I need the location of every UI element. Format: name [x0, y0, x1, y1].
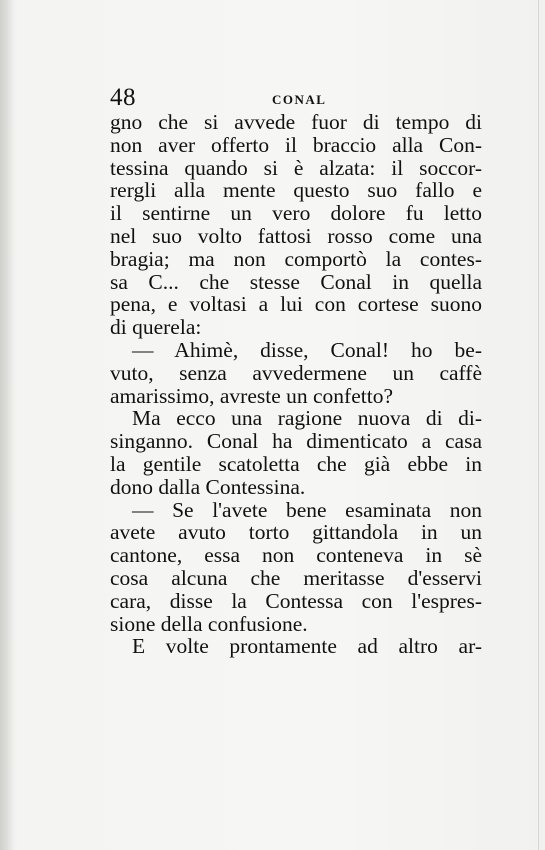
body-text: [110, 111, 482, 658]
text-line: avete avuto torto gittandola in un: [110, 520, 482, 545]
text-line: — Ahimè, disse, Conal! ho be-: [132, 337, 482, 362]
text-line: bragia; ma non comportò la contes-: [110, 246, 482, 271]
text-line: Ma ecco una ragione nuova di di-: [132, 406, 482, 431]
text-line: di querela:: [110, 315, 202, 340]
text-line: dono dalla Contessina.: [110, 474, 306, 499]
text-line: vuto, senza avvedermene un caffè: [110, 360, 482, 385]
text-line: cosa alcuna che meritasse d'esservi: [110, 565, 482, 590]
text-line: sa C... che stesse Conal in quella: [110, 269, 482, 294]
text-line: la gentile scatoletta che già ebbe in: [110, 451, 482, 476]
page-edge: [538, 0, 539, 850]
page-header: [110, 84, 480, 112]
text-line: tessina quando si è alzata: il soccor-: [110, 155, 482, 180]
text-line: cantone, essa non conteneva in sè: [110, 543, 482, 568]
text-line: gno che si avvede fuor di tempo di: [110, 110, 482, 134]
text-line: cara, disse la Contessa con l'espres-: [110, 588, 482, 613]
text-line: nel suo volto fattosi rosso come una: [110, 223, 482, 248]
text-line: il sentirne un vero dolore fu letto: [110, 201, 482, 226]
spine-shadow: [0, 0, 14, 850]
running-title: CONAL: [272, 92, 327, 107]
text-line: pena, e voltasi a lui con cortese suono: [110, 292, 482, 317]
text-line: amarissimo, avreste un confetto?: [110, 383, 393, 408]
text-line: singanno. Conal ha dimenticato a casa: [110, 429, 482, 454]
text-line: E volte prontamente ad altro ar-: [132, 634, 482, 659]
text-line: rergli alla mente questo suo fallo e: [110, 178, 482, 203]
text-line: sione della confusione.: [110, 611, 308, 636]
text-line: non aver offerto il braccio alla Con-: [110, 132, 482, 157]
text-line: — Se l'avete bene esaminata non: [132, 497, 482, 522]
page-number: 48: [110, 84, 136, 111]
